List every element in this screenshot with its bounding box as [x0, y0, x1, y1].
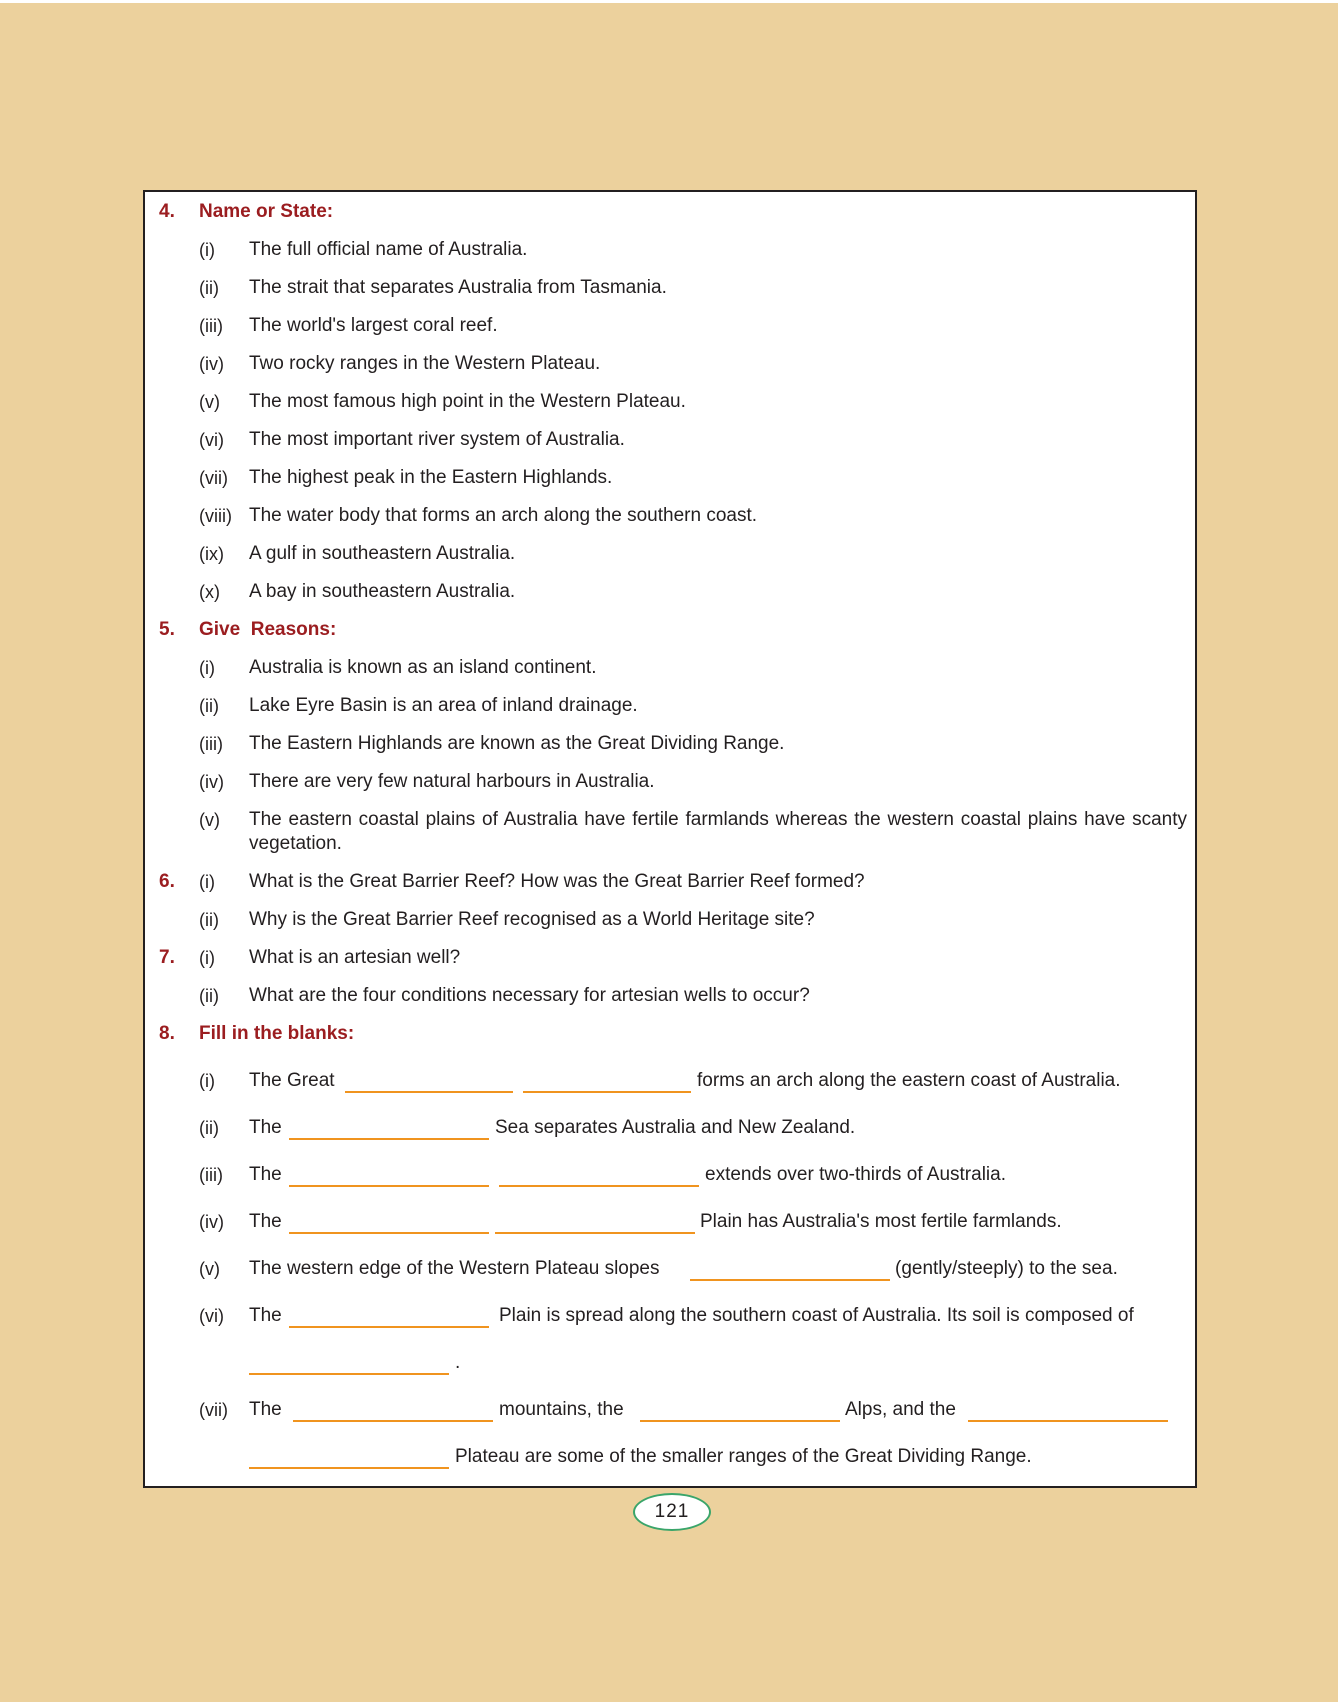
q8-item [145, 1304, 1195, 1334]
q8-item-text: The [249, 1399, 282, 1420]
answer-blank[interactable] [289, 1326, 489, 1328]
q4-title: Name or State: [199, 201, 334, 222]
q4-item-roman: (viii) [199, 506, 232, 526]
answer-blank[interactable] [523, 1091, 691, 1093]
answer-blank[interactable] [249, 1467, 449, 1469]
answer-blank[interactable] [690, 1279, 890, 1281]
q8-item-text: extends over two-thirds of Australia. [705, 1164, 1006, 1185]
q4-item [145, 466, 1195, 490]
q8-item-text: The [249, 1117, 282, 1138]
q5-item [145, 732, 1195, 756]
q4-item-roman: (ix) [199, 544, 224, 564]
q4-number: 4. [159, 201, 175, 222]
answer-blank[interactable] [289, 1232, 489, 1234]
q6-item-roman: (ii) [199, 910, 219, 930]
answer-blank[interactable] [249, 1373, 449, 1375]
q5-item-text: The Eastern Highlands are known as the Great Dividing Range. [249, 733, 785, 754]
q8-item-roman: (vi) [199, 1306, 224, 1326]
q8-item [145, 1257, 1195, 1287]
q7-item [145, 946, 1195, 970]
q5-item-text: There are very few natural harbours in Australia. [249, 771, 655, 792]
q6-number: 6. [159, 871, 175, 892]
q4-item-text: A bay in southeastern Australia. [249, 581, 516, 602]
q5-item-text: The eastern coastal plains of Australia have fertile farmlands whereas the western coastal plains have scanty vegetation. [249, 809, 1187, 854]
q4-item-text: The most famous high point in the Western Plateau. [249, 391, 686, 412]
q8-item-text: mountains, the [499, 1399, 624, 1420]
q8-item-text: Alps, and the [845, 1399, 956, 1420]
q8-item-roman: (iii) [199, 1165, 223, 1185]
q5-item [145, 808, 1195, 856]
q4-item-text: The strait that separates Australia from Tasmania. [249, 277, 667, 298]
q5-item-roman: (i) [199, 658, 215, 678]
q4-item-text: The most important river system of Australia. [249, 429, 625, 450]
q6-item-text: Why is the Great Barrier Reef recognised as a World Heritage site? [249, 909, 815, 930]
q5-number: 5. [159, 619, 175, 640]
q6-item [145, 908, 1195, 932]
q8-item-continuation [145, 1445, 1195, 1475]
answer-blank[interactable] [499, 1185, 699, 1187]
q5-heading [145, 618, 1195, 642]
q7-item [145, 984, 1195, 1008]
answer-blank[interactable] [289, 1185, 489, 1187]
q4-item-text: A gulf in southeastern Australia. [249, 543, 516, 564]
q8-item-text: The western edge of the Western Plateau slopes [249, 1258, 660, 1279]
q8-item-text: Plain is spread along the southern coast of Australia. Its soil is composed of [499, 1305, 1134, 1326]
q4-item-text: The world's largest coral reef. [249, 315, 498, 336]
q4-item-roman: (i) [199, 240, 215, 260]
q4-item [145, 504, 1195, 528]
q8-item [145, 1398, 1195, 1428]
q4-item-text: Two rocky ranges in the Western Plateau. [249, 353, 601, 374]
q5-item-roman: (ii) [199, 696, 219, 716]
q4-item-roman: (ii) [199, 278, 219, 298]
q5-item [145, 770, 1195, 794]
q5-item-text: Lake Eyre Basin is an area of inland drainage. [249, 695, 638, 716]
q8-item-text: The [249, 1211, 282, 1232]
right-edge [1338, 0, 1342, 1702]
q8-item-roman: (i) [199, 1071, 215, 1091]
q4-item-roman: (iii) [199, 316, 223, 336]
q8-item-text: forms an arch along the eastern coast of Australia. [697, 1070, 1121, 1091]
q4-item [145, 390, 1195, 414]
q4-item [145, 428, 1195, 452]
q8-item-text: The [249, 1305, 282, 1326]
q8-item [145, 1069, 1195, 1099]
q4-item-roman: (vi) [199, 430, 224, 450]
q8-item-roman: (iv) [199, 1212, 224, 1232]
answer-blank[interactable] [289, 1138, 489, 1140]
q7-item-roman: (i) [199, 948, 215, 968]
q6-item-text: What is the Great Barrier Reef? How was the Great Barrier Reef formed? [249, 871, 865, 892]
q7-item-text: What are the four conditions necessary for artesian wells to occur? [249, 985, 810, 1006]
q4-item [145, 276, 1195, 300]
q4-item [145, 352, 1195, 376]
q4-item [145, 238, 1195, 262]
q5-item-text: Australia is known as an island continent. [249, 657, 597, 678]
q8-item-roman: (ii) [199, 1118, 219, 1138]
q6-item [145, 870, 1195, 894]
q4-item-roman: (iv) [199, 354, 224, 374]
q8-title: Fill in the blanks: [199, 1023, 355, 1044]
q5-title: Give Reasons: [199, 619, 337, 640]
page-number: 121 [633, 1493, 711, 1531]
q8-item-text: (gently/steeply) to the sea. [895, 1258, 1118, 1279]
q4-item-roman: (x) [199, 582, 220, 602]
q8-item-text: Plateau are some of the smaller ranges of the Great Dividing Range. [455, 1446, 1032, 1467]
q8-heading [145, 1022, 1195, 1046]
q4-item-text: The highest peak in the Eastern Highlands. [249, 467, 613, 488]
q8-item-text: The Great [249, 1070, 335, 1091]
q5-item-roman: (iii) [199, 734, 223, 754]
q4-item-text: The water body that forms an arch along the southern coast. [249, 505, 758, 526]
q8-item-roman: (vii) [199, 1400, 228, 1420]
q8-item-text: . [455, 1352, 461, 1373]
q4-item-text: The full official name of Australia. [249, 239, 528, 260]
q8-item [145, 1210, 1195, 1240]
q8-item [145, 1163, 1195, 1193]
answer-blank[interactable] [293, 1420, 493, 1422]
top-edge [0, 0, 1342, 3]
q4-heading [145, 200, 1195, 224]
exercise-box [143, 190, 1197, 1488]
answer-blank[interactable] [495, 1232, 695, 1234]
q7-number: 7. [159, 947, 175, 968]
q5-item-roman: (v) [199, 810, 220, 830]
q8-number: 8. [159, 1023, 175, 1044]
q5-item [145, 656, 1195, 680]
q8-item-roman: (v) [199, 1259, 220, 1279]
q4-item [145, 580, 1195, 604]
q8-item [145, 1116, 1195, 1146]
answer-blank[interactable] [968, 1420, 1168, 1422]
q7-item-text: What is an artesian well? [249, 947, 461, 968]
q6-item-roman: (i) [199, 872, 215, 892]
q5-item [145, 694, 1195, 718]
q8-item-text: Sea separates Australia and New Zealand. [495, 1117, 856, 1138]
q4-item [145, 314, 1195, 338]
q4-item-roman: (vii) [199, 468, 228, 488]
answer-blank[interactable] [640, 1420, 840, 1422]
answer-blank[interactable] [345, 1091, 513, 1093]
q4-item-roman: (v) [199, 392, 220, 412]
q8-item-text: The [249, 1164, 282, 1185]
q4-item [145, 542, 1195, 566]
q5-item-roman: (iv) [199, 772, 224, 792]
q8-item-continuation [145, 1351, 1195, 1381]
q7-item-roman: (ii) [199, 986, 219, 1006]
q8-item-text: Plain has Australia's most fertile farmlands. [700, 1211, 1062, 1232]
